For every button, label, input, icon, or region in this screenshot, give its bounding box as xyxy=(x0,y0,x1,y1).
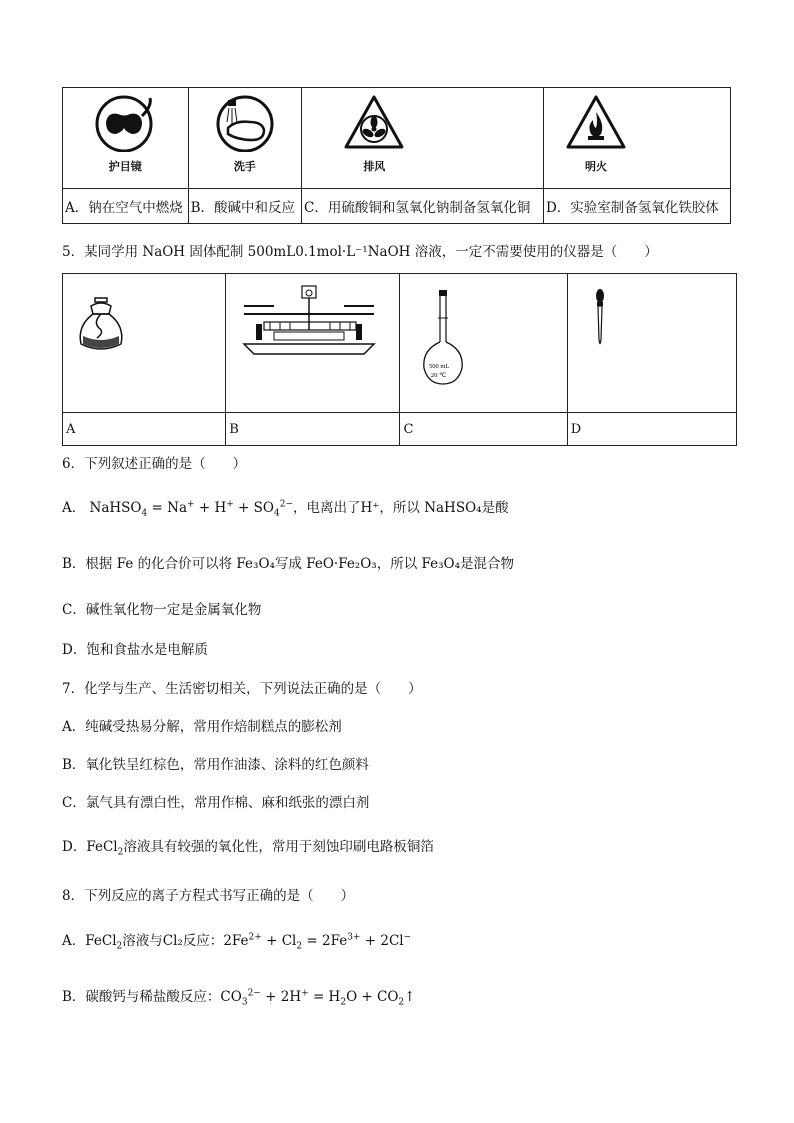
flask-temp-label: 20 ℃ xyxy=(431,372,447,379)
option-prefix: A． xyxy=(62,500,86,516)
volumetric-flask-icon xyxy=(418,288,468,388)
icon-cell-open-flame xyxy=(543,88,730,189)
option-text: B．碳酸钙与稀盐酸反应： xyxy=(62,989,221,1005)
option-d: D．实验室制备氢氧化铁胶体 xyxy=(543,189,730,224)
option-prefix: A． xyxy=(62,933,86,949)
option-text: ，电离出了H⁺，所以 NaHSO₄是酸 xyxy=(293,500,509,516)
alcohol-lamp-icon xyxy=(71,292,131,362)
formula: FeCl$_2$ xyxy=(86,839,124,858)
instrument-cell-b xyxy=(226,274,400,413)
ionic-equation: $2Fe^{2+} + Cl_2 = 2Fe^{3+} + 2Cl^-$ xyxy=(223,932,412,952)
letter-d: D xyxy=(567,413,736,446)
question-6-option-d: D．饱和食盐水是电解质 xyxy=(62,642,208,658)
icon-label: 洗手 xyxy=(233,160,256,173)
option-c: C．用硫酸铜和氢氧化钠制备氢氧化铜 xyxy=(302,189,544,224)
icon-label: 明火 xyxy=(585,160,608,173)
formula: FeCl$_2$ xyxy=(85,933,123,952)
icon-cell-goggles xyxy=(63,88,189,189)
option-text: 溶液具有较强的氧化性，常用于刻蚀印刷电路板铜箔 xyxy=(123,839,434,855)
question-7-stem: 7．化学与生产、生活密切相关，下列说法正确的是（ ） xyxy=(62,681,422,697)
question-6-option-c: C．碱性氧化物一定是金属氧化物 xyxy=(62,602,262,618)
goggles-icon xyxy=(94,94,156,152)
icon-label: 护目镜 xyxy=(108,160,142,173)
question-6-stem: 6．下列叙述正确的是（ ） xyxy=(62,456,247,472)
ionic-equation: $CO_3^{2-} + 2H^+ = H_2O$ + $CO_2↑$ xyxy=(220,988,416,1008)
icon-cell-exhaust xyxy=(302,88,544,189)
question-7-option-d xyxy=(62,835,434,858)
icon-label: 排风 xyxy=(363,160,386,173)
option-prefix: D． xyxy=(62,839,87,855)
question-8-option-b xyxy=(62,985,415,1008)
question-7-option-c: C．氯气具有漂白性，常用作棉、麻和纸张的漂白剂 xyxy=(62,795,370,811)
question-6-option-a xyxy=(62,496,509,519)
question-7-option-b: B．氧化铁呈红棕色，常用作油漆、涂料的红色颜料 xyxy=(62,757,369,773)
icon-cell-hand-wash xyxy=(188,88,301,189)
instrument-table xyxy=(62,273,737,446)
question-8-option-a xyxy=(62,929,411,952)
option-a: A．钠在空气中燃烧 xyxy=(63,189,189,224)
instrument-cell-d xyxy=(567,274,736,413)
exhaust-fan-icon xyxy=(343,94,405,152)
flask-volume-label: 500 mL xyxy=(429,363,450,370)
question-7-option-a: A．纯碱受热易分解，常用作焙制糕点的膨松剂 xyxy=(62,719,342,735)
option-text: 溶液与Cl₂反应： xyxy=(122,933,224,949)
safety-icon-table xyxy=(62,87,731,224)
instrument-cell-c xyxy=(400,274,567,413)
instrument-cell-a xyxy=(63,274,226,413)
balance-scale-icon xyxy=(234,284,384,364)
letter-c: C xyxy=(400,413,567,446)
question-8-stem: 8．下列反应的离子方程式书写正确的是（ ） xyxy=(62,888,355,904)
question-6-option-b: B．根据 Fe 的化合价可以将 Fe₃O₄写成 FeO·Fe₂O₃，所以 Fe₃O₄是混合物 xyxy=(62,556,514,572)
letter-a: A xyxy=(63,413,226,446)
letter-b: B xyxy=(226,413,400,446)
option-b: B．酸碱中和反应 xyxy=(188,189,301,224)
hand-wash-icon xyxy=(214,94,276,152)
open-flame-icon xyxy=(565,94,627,152)
dropper-icon xyxy=(590,288,610,348)
ionization-equation: NaHSO$_4$ = $Na^+ + H^+ + SO_4^{2-}$ xyxy=(89,499,293,519)
question-5: 5．某同学用 NaOH 固体配制 500mL0.1mol·L⁻¹NaOH 溶液，一定不需要使用的仪器是（ ） xyxy=(62,244,658,260)
